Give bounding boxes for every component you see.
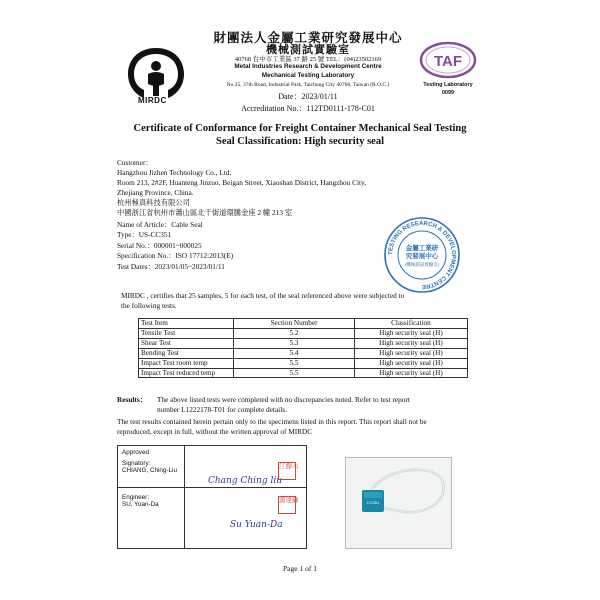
signatory-label: Signatory： [122,460,155,467]
classification-cell: High security seal (H) [354,368,467,378]
stamp-center-line-2: 究發展中心 [405,253,439,260]
address-cn: 40768 台中市工業區 37 路 25 號 TEL：(04)23502169 [234,56,382,63]
taf-lab-label: Testing Laboratory [423,82,473,88]
classification-cell: High security seal (H) [354,328,467,338]
table-row [139,338,468,348]
accreditation-number: Accreditation No.：112TD0111-178-C01 [241,104,375,113]
article-type: Type：US-CC351 [117,230,172,239]
approver-seal: 江靜六 [278,462,296,480]
note-line-2: reproduced, except in full, without the written approval of MIRDC [117,427,313,436]
note-line-1: The test results contained herein pertain only to the specimens listed in this report. This report shall not be [117,417,427,426]
customer-address-en-2: Zhejiang Province, China. [117,188,194,197]
stamp-center-line-1: 金屬工業研 [405,245,439,252]
test-item-cell: Bending Test [139,348,234,358]
report-date: Date：2023/01/11 [278,92,338,101]
serial-number: Serial No.：000001~000025 [117,241,202,250]
lab-name-cn: 機械測試實驗室 [266,44,350,56]
test-item-cell: Impact Test reduced temp [139,368,234,378]
mirdc-logo [124,44,188,102]
approved-label: Approved [122,449,149,456]
signature-box [117,445,307,549]
engineer-name: SU, Yuan-Da [122,501,159,508]
customer-address-en-1: Room 213, 2#2F, Huanteng Jinzuo, Beigan Street, Xiaoshan District, Hangzhou City, [117,178,367,187]
classification-cell: High security seal (H) [354,348,467,358]
org-name-en: Metal Industries Research & Development Centre [234,63,382,70]
header-classification: Classification [354,319,467,329]
customer-address-cn: 中國浙江省杭州市蕭山區北干街道環騰金座 2 幢 213 室 [117,208,293,217]
taf-lab-number: 0099 [441,90,455,96]
section-cell: 5.5 [234,368,355,378]
table-row [139,328,468,338]
taf-logo-text: TAF [433,53,463,70]
signature-column-divider [184,446,185,548]
certificate-title: Certificate of Conformance for Freight Container Mechanical Seal Testing [133,123,467,134]
header-section-number: Section Number [234,319,355,329]
stamp-center-line-3: (機械測試實驗室) [404,262,440,267]
seal-label: CC351 [366,500,380,505]
classification-cell: High security seal (H) [354,338,467,348]
approver-signature: Chang Ching liu [208,476,282,486]
customer-name-en: Hangzhou Jizhen Technology Co., Ltd. [117,168,232,177]
engineer-label: Engineer： [122,494,154,501]
results-line-2: number L1222178-T01 for complete details. [157,405,287,414]
results-line-1: The above listed tests were completed with no discrepancies noted. Refer to test report [157,395,410,404]
article-name: Name of Article：Cable Seal [117,220,203,229]
tests-table [138,318,468,378]
intro-line-2: the following tests. [121,301,177,310]
test-dates: Test Dates：2023/01/05~2023/01/11 [117,262,225,271]
section-cell: 5.5 [234,358,355,368]
table-row [139,358,468,368]
page-number: Page 1 of 1 [283,564,317,573]
taf-logo [418,40,478,80]
section-cell: 5.4 [234,348,355,358]
org-name-cn: 財團法人金屬工業研究發展中心 [213,31,403,45]
test-item-cell: Shear Test [139,338,234,348]
signature-row-divider [118,487,306,488]
section-cell: 5.2 [234,328,355,338]
official-stamp [383,216,461,294]
seal-classification-title: Seal Classification: High security seal [216,136,384,147]
table-row [139,368,468,378]
mirdc-logo-text: MIRDC [138,96,167,105]
test-item-cell: Impact Test room temp [139,358,234,368]
header-test-item: Test Item [139,319,234,329]
customer-name-cn: 杭州極真科技有限公司 [117,198,190,207]
approver-name: CHIANG, Ching-Liu [122,467,177,474]
specification-number: Specification No.：ISO 17712:2013(E) [117,251,234,260]
stamp-ring-text: TESTING RESEARCH & DEVELOPMENT CENTRE [387,220,457,290]
cable-seal-image [346,458,451,548]
engineer-seal: 源達蘇 [278,496,296,514]
intro-line-1: MIRDC , certifies that 25 samples, 5 for each test, of the seal referenced above were subjected to [121,291,405,300]
lab-name-en: Mechanical Testing Laboratory [261,72,355,79]
table-row [139,348,468,358]
results-label: Results： [117,395,147,404]
table-header-row [139,319,468,329]
test-item-cell: Tensile Test [139,328,234,338]
address-en: No.25, 37th Road, Industrial Park, Taichung City 40768, Taiwan (R.O.C.) [226,82,390,88]
engineer-signature: Su Yuan-Da [230,520,283,530]
product-photo [345,457,452,549]
classification-cell: High security seal (H) [354,358,467,368]
section-cell: 5.3 [234,338,355,348]
customer-label: Customer： [117,158,153,167]
